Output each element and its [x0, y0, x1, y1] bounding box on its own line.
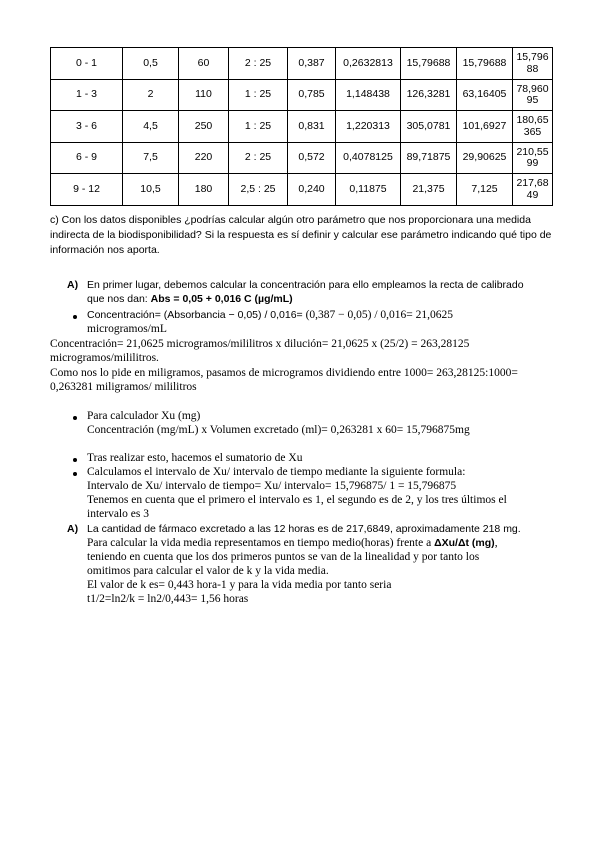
concentration-formula-sans: Concentración= (Absorbancia − 0,05) / 0,016= [87, 309, 303, 321]
concentration-formula-line [87, 309, 453, 322]
table-cell: 60 [179, 48, 229, 80]
table-cell: 1 - 3 [51, 80, 123, 111]
table-cell: 2 [123, 80, 179, 111]
xu-line1: Para calculador Xu (mg) [87, 410, 201, 422]
table-cell: 0,11875 [336, 174, 401, 206]
results-table [50, 47, 553, 206]
interval-line1: Calculamos el intervalo de Xu/ intervalo de tiempo mediante la siguiente formula: [87, 466, 466, 478]
dilution-line2: microgramos/mililitros. [50, 352, 159, 364]
section-b-line2 [87, 537, 498, 550]
interval-line3: Tenemos en cuenta que el primero el intervalo es 1, el segundo es de 2, y los tres últimos el [87, 494, 507, 506]
table-cell: 21,375 [401, 174, 457, 206]
concentration-formula-values: (0,387 − 0,05) / 0,016= 21,0625 [302, 309, 454, 321]
table-cell: 0,4078125 [336, 143, 401, 174]
rate-formula: ΔXu/Δt (mg) [434, 537, 495, 549]
question-c: c) Con los datos disponibles ¿podrías calcular algún otro parámetro que nos proporcionara una medida indirecta de la biodisponibilidad? Si la respuesta es sí definir y calcular ese parámetro indicando qué tipo de información nos aporta. [50, 214, 552, 256]
table-cell: 1 : 25 [229, 80, 288, 111]
table-cell: 9 - 12 [51, 174, 123, 206]
k-value-line: El valor de k es= 0,443 hora-1 y para la vida media por tanto seria [87, 579, 392, 591]
table-cell: 63,16405 [457, 80, 513, 111]
bullet-dot [73, 472, 77, 476]
table-cell: 78,96095 [513, 80, 553, 111]
section-b-marker: A) [67, 523, 79, 535]
table-cell: 1 : 25 [229, 111, 288, 143]
table-cell: 89,71875 [401, 143, 457, 174]
table-cell: 1,148438 [336, 80, 401, 111]
half-life-line: t1/2=ln2/k = ln2/0,443= 1,56 horas [87, 593, 249, 605]
milligram-line2: 0,263281 miligramos/ mililitros [50, 381, 197, 393]
table-cell: 0,2632813 [336, 48, 401, 80]
bullet-dot [73, 458, 77, 462]
sum-line: Tras realizar esto, hacemos el sumatorio de Xu [87, 452, 303, 464]
bullet-dot [73, 416, 77, 420]
table-cell: 305,0781 [401, 111, 457, 143]
table-cell: 2 : 25 [229, 48, 288, 80]
table-row [51, 143, 553, 174]
table-cell: 29,90625 [457, 143, 513, 174]
concentration-unit-line: microgramos/mL [87, 323, 167, 335]
interval-line2: Intervalo de Xu/ intervalo de tiempo= Xu/ intervalo= 15,796875/ 1 = 15,796875 [87, 480, 457, 492]
calibration-formula: Abs = 0,05 + 0,016 C (µg/mL) [150, 293, 293, 305]
table-cell: 7,125 [457, 174, 513, 206]
table-row [51, 48, 553, 80]
interval-line4: intervalo es 3 [87, 508, 149, 520]
table-cell: 220 [179, 143, 229, 174]
section-b-line2-prefix: Para calcular la vida media representamos en tiempo medio(horas) frente a [87, 537, 435, 549]
table-cell: 110 [179, 80, 229, 111]
table-cell: 3 - 6 [51, 111, 123, 143]
table-cell: 0,240 [288, 174, 336, 206]
table-cell: 7,5 [123, 143, 179, 174]
section-b-line4: omitimos para calcular el valor de k y la vida media. [87, 565, 329, 577]
milligram-line1: Como nos lo pide en miligramos, pasamos de microgramos dividiendo entre 1000= 263,28125:1000= [50, 367, 518, 379]
table-cell: 101,6927 [457, 111, 513, 143]
table-cell: 0,785 [288, 80, 336, 111]
table-cell: 0,572 [288, 143, 336, 174]
section-a-line1: En primer lugar, debemos calcular la concentración para ello empleamos la recta de calibrado [87, 279, 524, 291]
table-row [51, 111, 553, 143]
table-cell: 0,387 [288, 48, 336, 80]
table-cell: 15,79688 [457, 48, 513, 80]
section-b-line3: teniendo en cuenta que los dos primeros puntos se van de la linealidad y por tanto los [87, 551, 480, 563]
section-a-line2-prefix: que nos dan: [87, 293, 151, 305]
table-cell: 4,5 [123, 111, 179, 143]
table-cell: 210,5599 [513, 143, 553, 174]
table-cell: 180 [179, 174, 229, 206]
xu-line2: Concentración (mg/mL) x Volumen excretado (ml)= 0,263281 x 60= 15,796875mg [87, 424, 470, 436]
table-cell: 15,79688 [513, 48, 553, 80]
table-cell: 217,6849 [513, 174, 553, 206]
table-row [51, 80, 553, 111]
table-cell: 0,5 [123, 48, 179, 80]
table-cell: 15,79688 [401, 48, 457, 80]
table-cell: 0,831 [288, 111, 336, 143]
table-cell: 10,5 [123, 174, 179, 206]
table-cell: 126,3281 [401, 80, 457, 111]
table-cell: 250 [179, 111, 229, 143]
bullet-dot [73, 315, 77, 319]
table-cell: 180,65365 [513, 111, 553, 143]
table-cell: 6 - 9 [51, 143, 123, 174]
dilution-line1: Concentración= 21,0625 microgramos/mililitros x dilución= 21,0625 x (25/2) = 263,28125 [50, 338, 470, 350]
section-b-line1: La cantidad de fármaco excretado a las 12 horas es de 217,6849, aproximadamente 218 mg. [87, 523, 521, 535]
table-cell: 2,5 : 25 [229, 174, 288, 206]
section-b-line2-suffix: , [494, 537, 498, 549]
section-a-line2 [87, 293, 293, 306]
table-cell: 1,220313 [336, 111, 401, 143]
table-cell: 0 - 1 [51, 48, 123, 80]
section-a-marker: A) [67, 279, 79, 291]
table-cell: 2 : 25 [229, 143, 288, 174]
table-row [51, 174, 553, 206]
